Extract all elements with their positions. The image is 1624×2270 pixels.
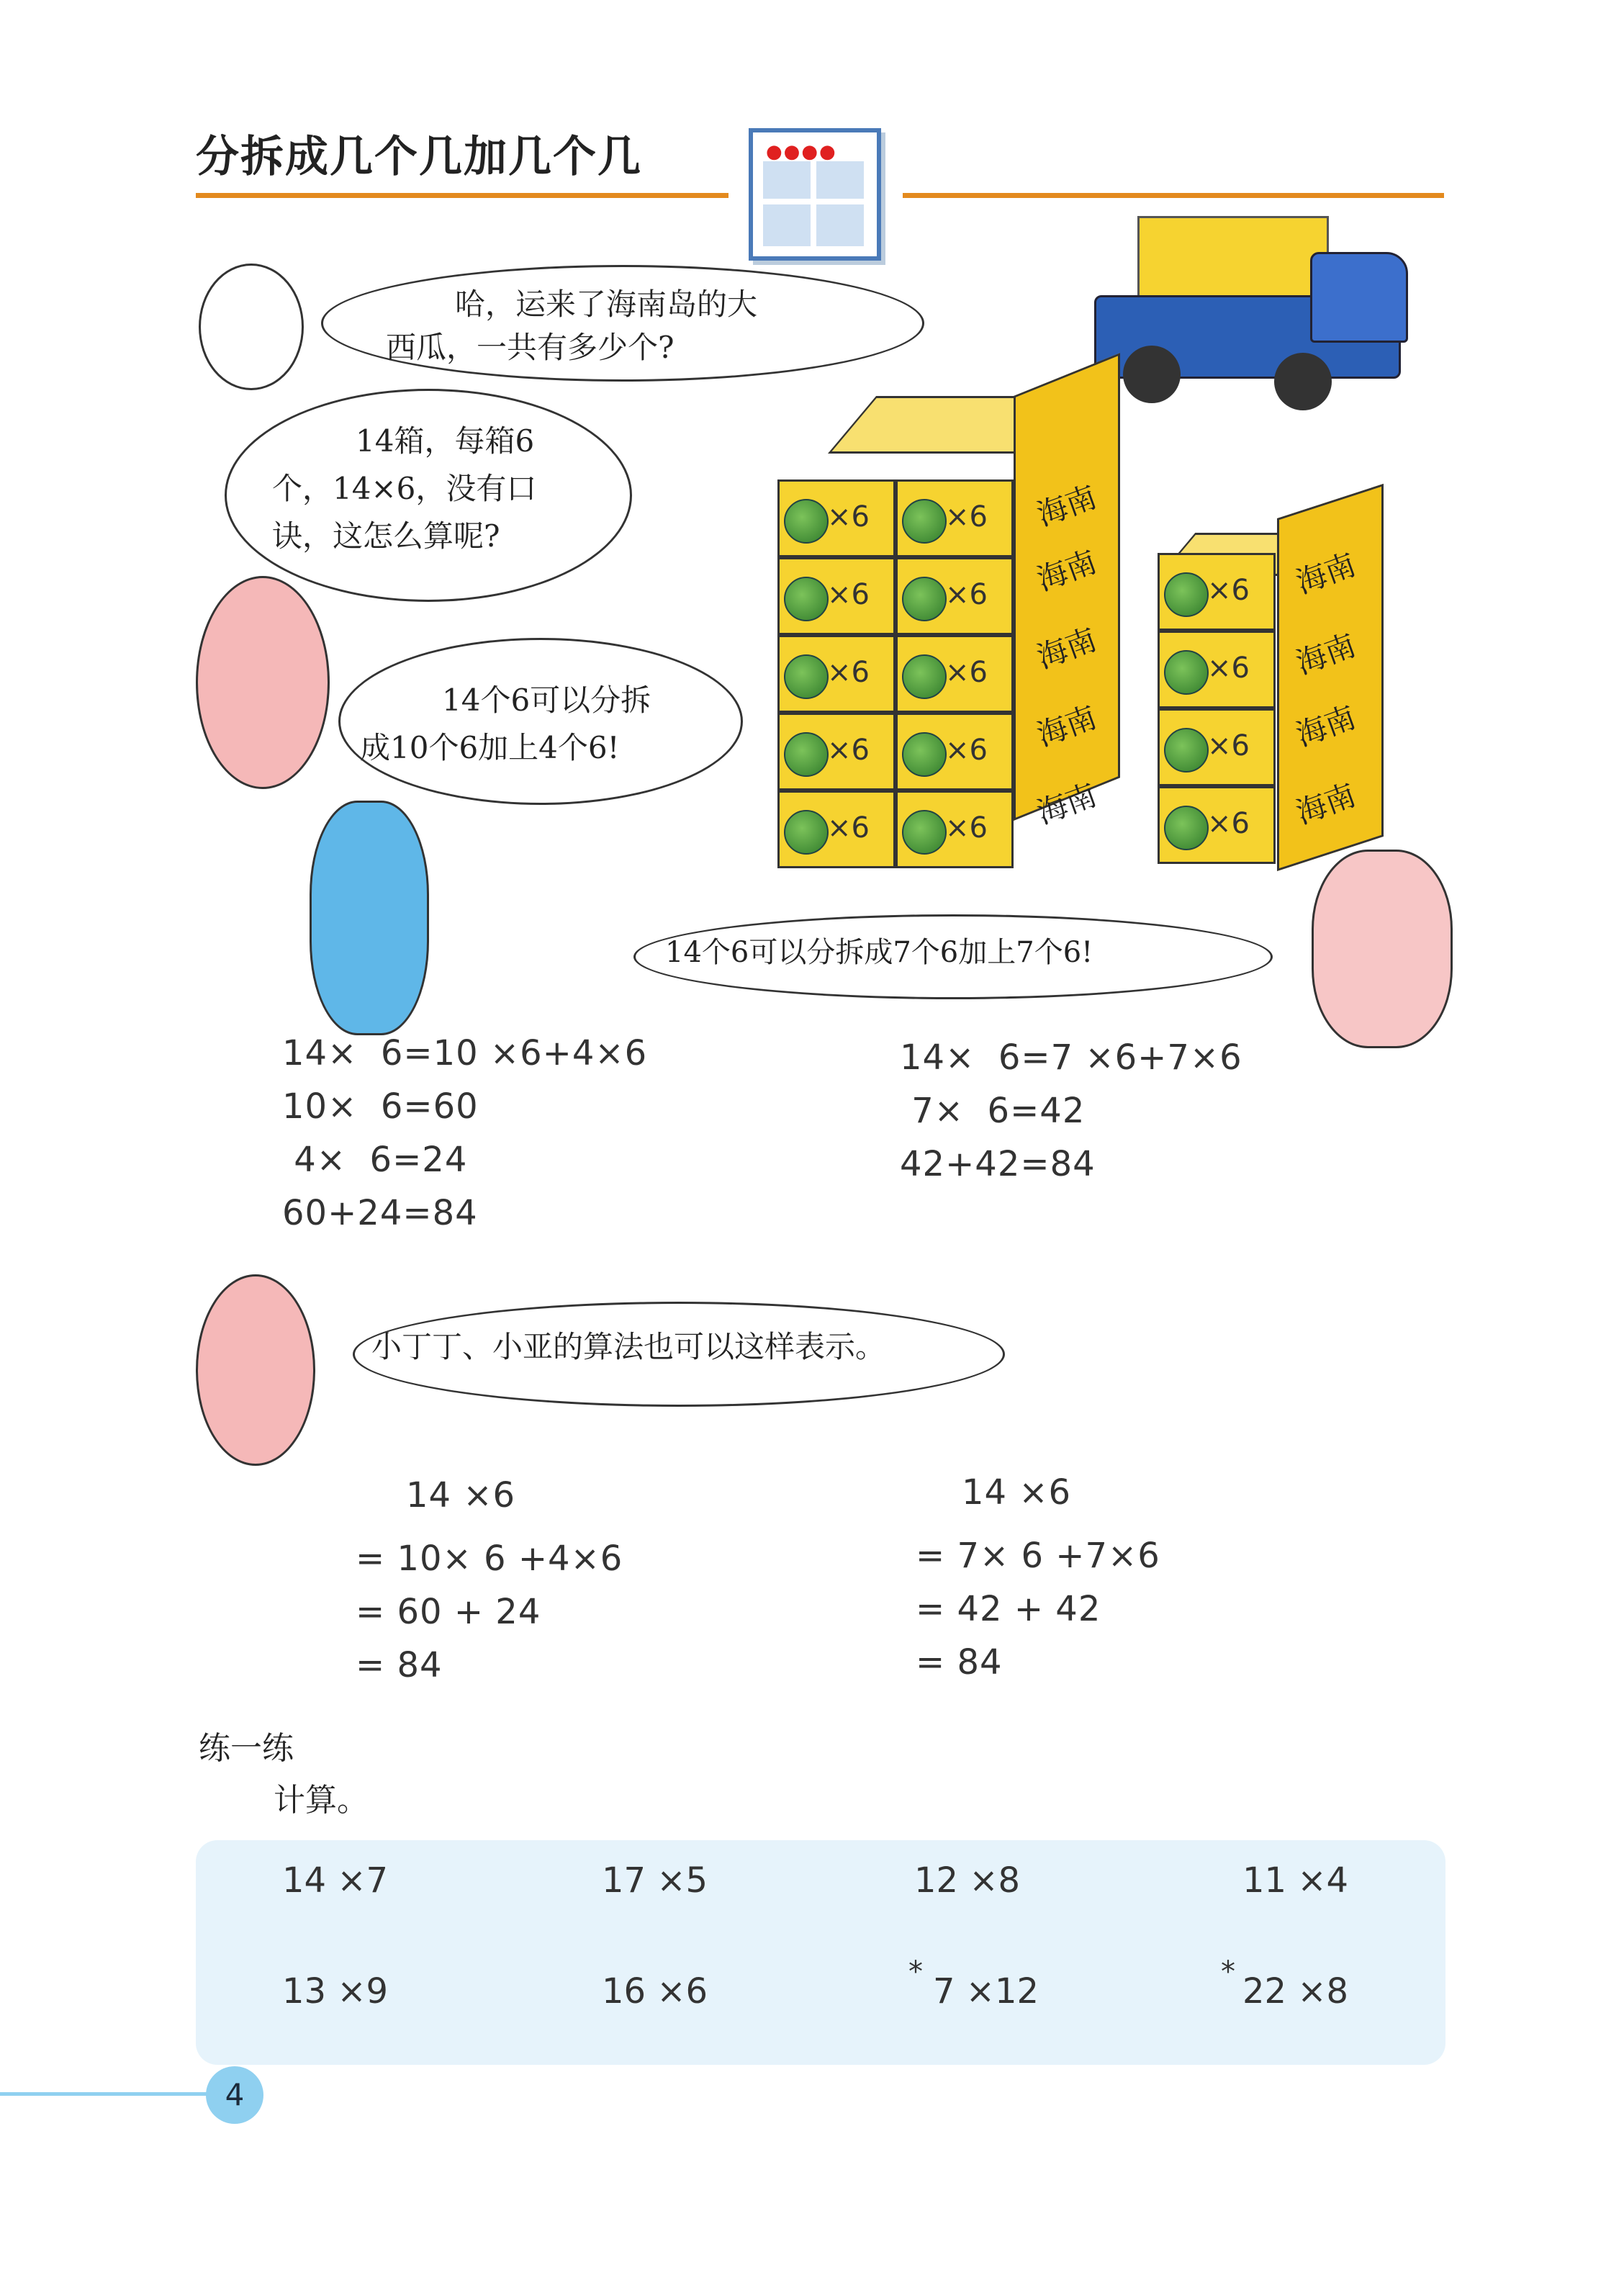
box-brand-label: 海南 (1291, 627, 1361, 681)
practice-item: 7 ×12 (933, 1971, 1039, 2012)
left-calc-line4: 60+24=84 (282, 1193, 478, 1233)
box-l1-r1: ×6 (777, 479, 896, 557)
left-calc-line2: 10× 6=60 (282, 1086, 479, 1127)
boy-speech-1-line1: 14箱，每箱6 (356, 423, 535, 459)
right-calc-line3: 42+42=84 (900, 1144, 1096, 1184)
right-expr-line2: = 7× 6 +7×6 (916, 1536, 1160, 1576)
truck-illustration (1094, 209, 1411, 418)
star-mark: * (1221, 1955, 1235, 1988)
box-l1-r4: ×6 (777, 713, 896, 791)
box-r-r1: ×6 (1158, 553, 1276, 631)
boy-speech-1-line2: 个，14×6，没有口 (272, 471, 537, 506)
panda-speech-line1: 哈，运来了海南岛的大 (455, 287, 758, 322)
panda-avatar (199, 264, 304, 390)
left-expr-line1: 14 ×6 (406, 1475, 516, 1515)
box-r-r4: ×6 (1158, 786, 1276, 864)
boy-speech-1-line3: 诀，这怎么算呢? (272, 518, 500, 554)
box-brand-label: 海南 (1291, 546, 1361, 600)
box-l2-r3: ×6 (896, 635, 1014, 713)
box-brand-label: 海南 (1032, 479, 1101, 533)
xiaoya-avatar (1312, 850, 1453, 1048)
xiaodingding-avatar (310, 801, 429, 1035)
box-l2-r4: ×6 (896, 713, 1014, 791)
page-title: 分拆成几个几加几个几 (196, 132, 642, 182)
watermelon-icon (902, 499, 947, 544)
practice-item: 16 ×6 (602, 1971, 708, 2012)
boy-speech-2-line2: 成10个6加上4个6! (360, 730, 620, 765)
box-brand-label: 海南 (1032, 777, 1101, 831)
right-expr-line1: 14 ×6 (962, 1472, 1072, 1513)
box-brand-label: 海南 (1032, 544, 1101, 598)
box-l1-r3: ×6 (777, 635, 896, 713)
watermelon-icon (784, 732, 829, 777)
box-l1-r2: ×6 (777, 557, 896, 635)
watermelon-icon (902, 732, 947, 777)
box-l2-r5: ×6 (896, 791, 1014, 868)
box-brand-label: 海南 (1291, 777, 1361, 831)
practice-heading: 练一练 (199, 1730, 294, 1767)
watermelon-icon (1164, 572, 1209, 617)
practice-item: 12 ×8 (914, 1860, 1021, 1901)
box-l1-r5: ×6 (777, 791, 896, 868)
box-l2-r1: ×6 (896, 479, 1014, 557)
right-expr-line4: = 84 (916, 1642, 1003, 1683)
watermelon-icon (784, 654, 829, 699)
watermelon-icon (902, 810, 947, 855)
left-calc-line3: 4× 6=24 (282, 1140, 468, 1180)
watermelon-icon (784, 577, 829, 621)
left-expr-line3: = 60 + 24 (356, 1592, 541, 1632)
boy-speech-2-line1: 14个6可以分拆 (442, 683, 651, 718)
page-number-line (0, 2092, 209, 2096)
practice-item: 13 ×9 (282, 1971, 389, 2012)
box-r-r2: ×6 (1158, 631, 1276, 708)
boy-avatar-1 (196, 576, 330, 789)
box-r-r3: ×6 (1158, 708, 1276, 786)
watermelon-icon (784, 499, 829, 544)
box-brand-label: 海南 (1032, 621, 1101, 675)
page-number: 4 (206, 2066, 263, 2124)
title-underline-right (903, 193, 1444, 198)
dot-grid-icon: ●●●● (749, 128, 881, 261)
practice-item: 17 ×5 (602, 1860, 708, 1901)
watermelon-icon (1164, 650, 1209, 695)
left-expr-line2: = 10× 6 +4×6 (356, 1539, 623, 1579)
star-mark: * (908, 1955, 923, 1988)
boy-avatar-2 (196, 1274, 315, 1466)
practice-item: 11 ×4 (1242, 1860, 1349, 1901)
box-brand-label: 海南 (1291, 699, 1361, 753)
watermelon-icon (784, 810, 829, 855)
watermelon-icon (1164, 728, 1209, 773)
girl-speech-text: 14个6可以分拆成7个6加上7个6! (665, 936, 1093, 969)
watermelon-icon (1164, 806, 1209, 850)
title-underline-left (196, 193, 728, 198)
boy-speech-3-text: 小丁丁、小亚的算法也可以这样表示。 (371, 1329, 886, 1364)
practice-instruction: 计算。 (274, 1782, 369, 1819)
right-expr-line3: = 42 + 42 (916, 1589, 1101, 1629)
right-calc-line2: 7× 6=42 (900, 1091, 1086, 1131)
box-l2-r2: ×6 (896, 557, 1014, 635)
left-calc-line1: 14× 6=10 ×6+4×6 (282, 1033, 648, 1073)
panda-speech-line2: 西瓜，一共有多少个? (386, 330, 675, 365)
watermelon-icon (902, 577, 947, 621)
practice-item: 22 ×8 (1242, 1971, 1349, 2012)
watermelon-icon (902, 654, 947, 699)
practice-item: 14 ×7 (282, 1860, 389, 1901)
box-brand-label: 海南 (1032, 699, 1101, 753)
right-calc-line1: 14× 6=7 ×6+7×6 (900, 1037, 1242, 1078)
left-expr-line4: = 84 (356, 1645, 443, 1685)
